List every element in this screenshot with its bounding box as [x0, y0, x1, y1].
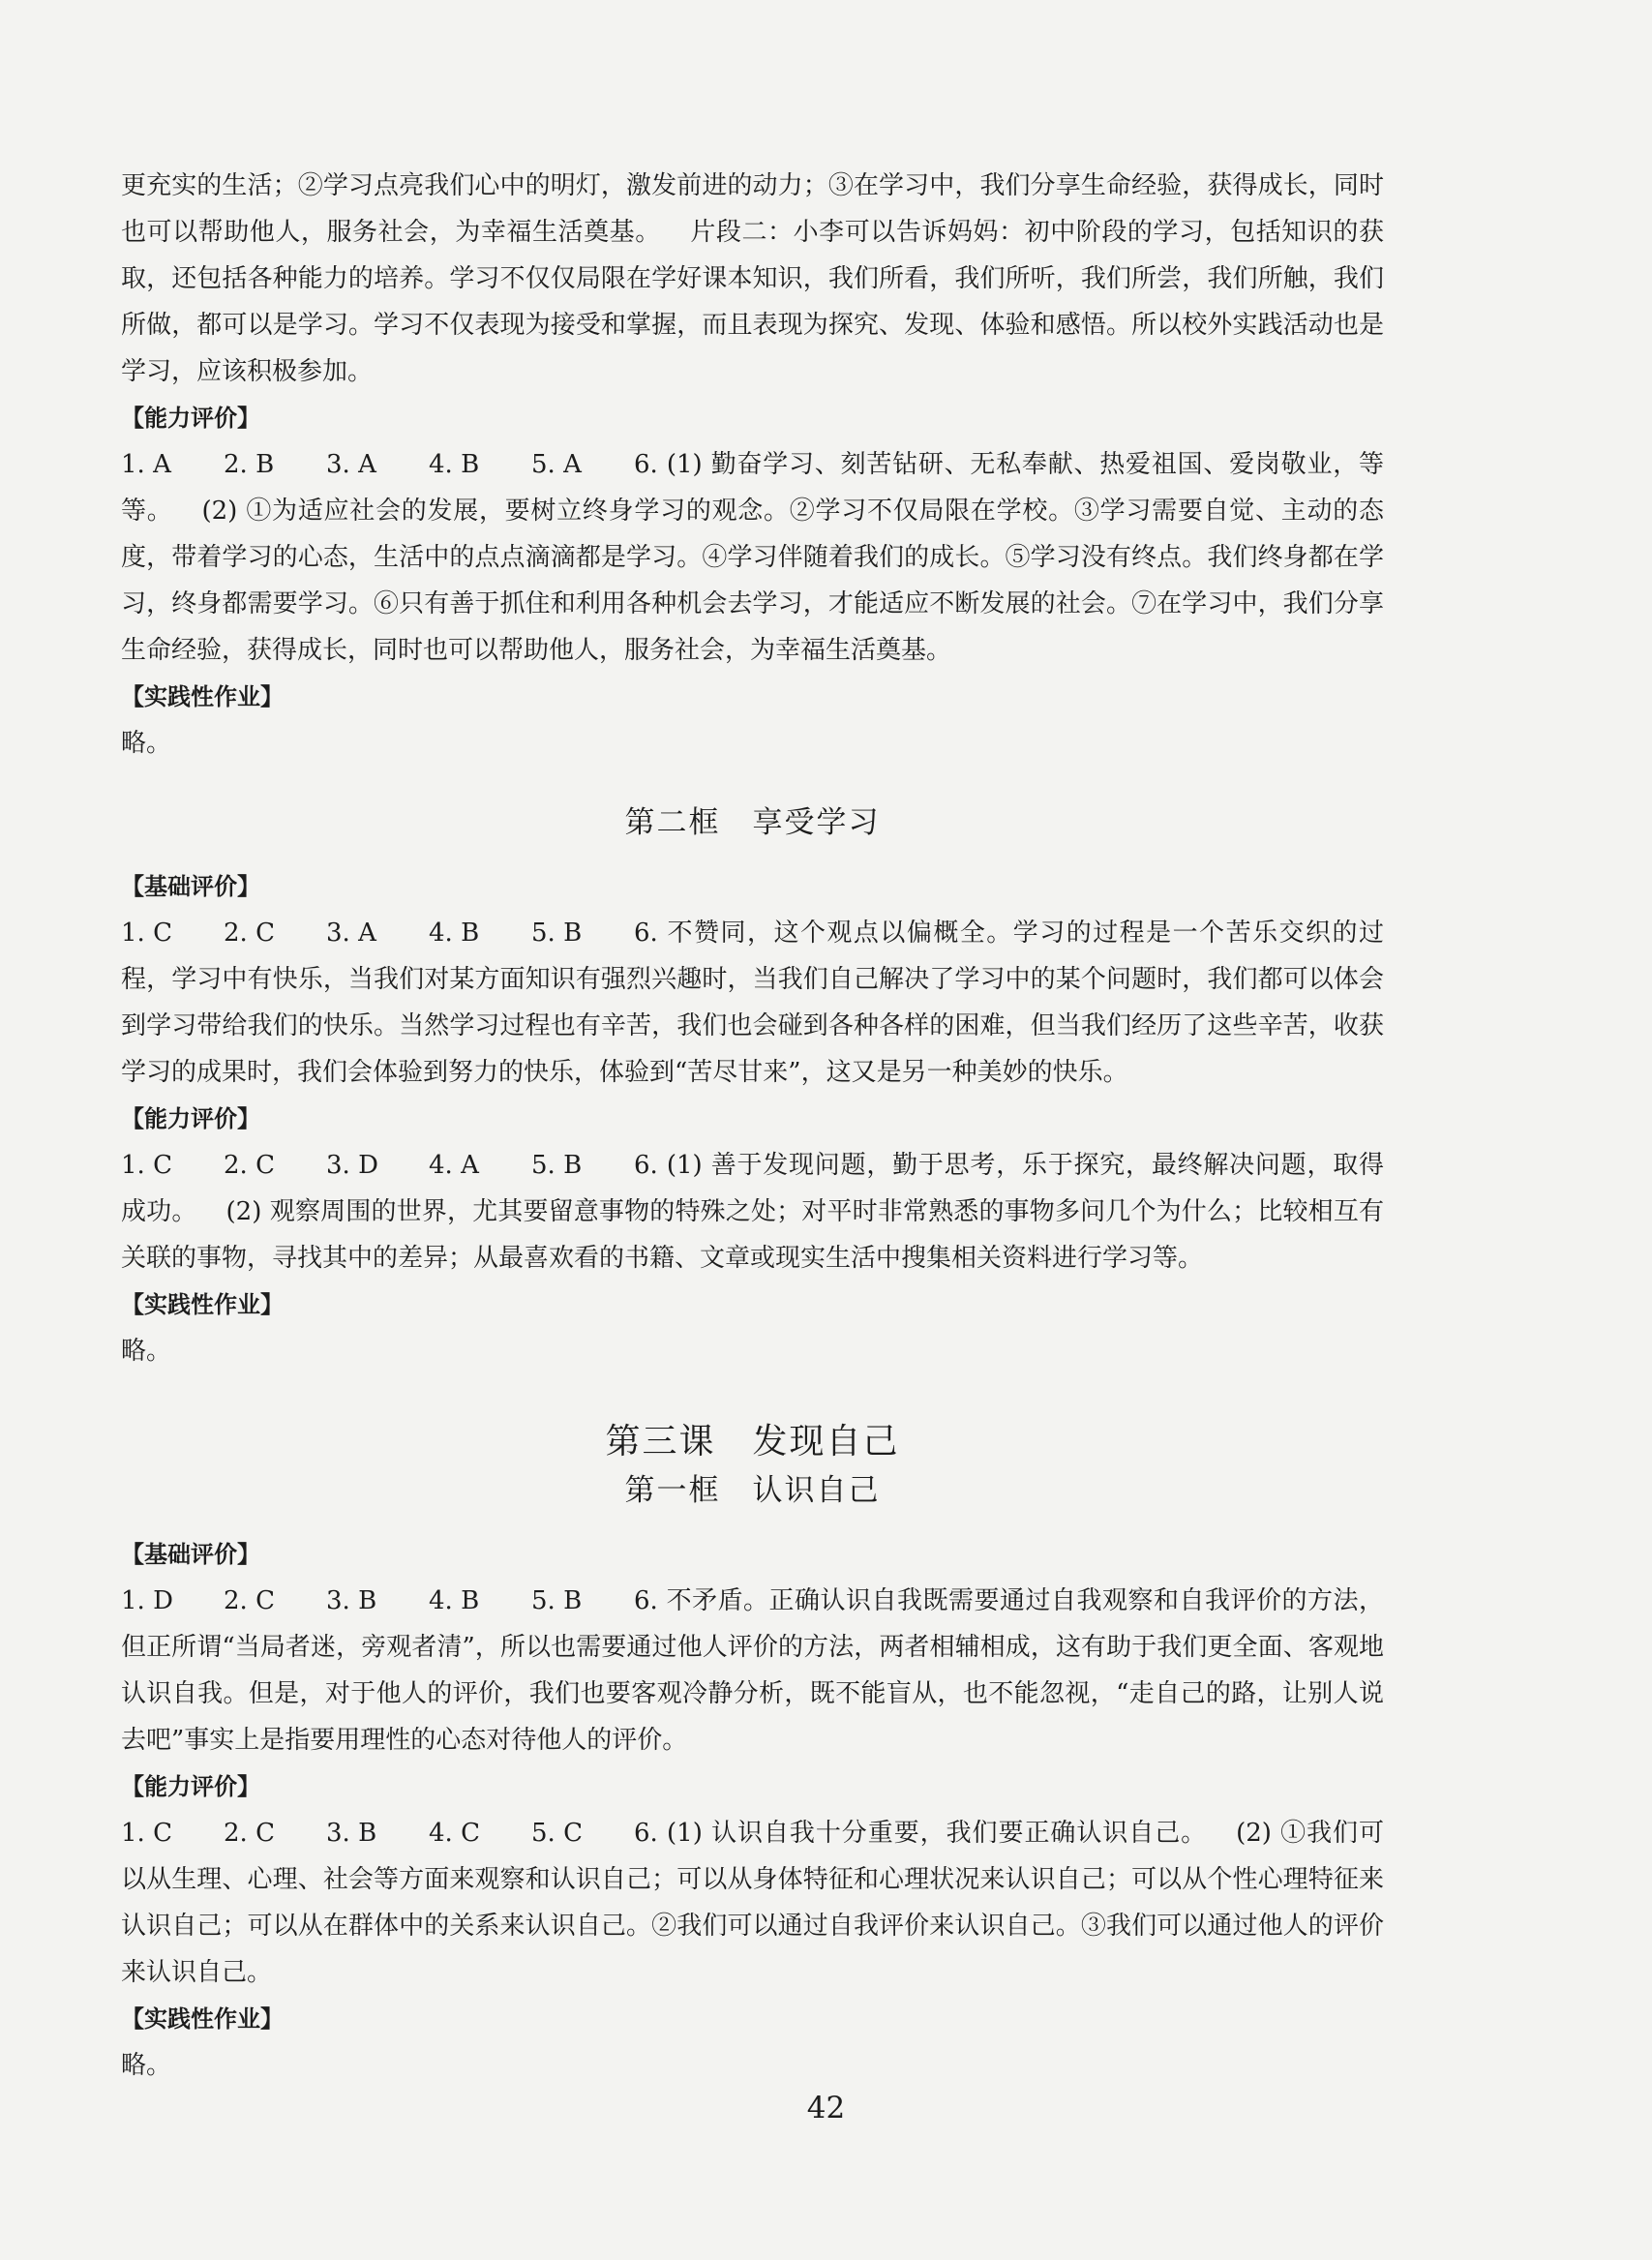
answer-item: 1. C: [121, 919, 172, 948]
s2-ability-answers: [121, 1142, 1384, 1281]
answer-q6: 6. 不矛盾。正确认识自我既需要通过自我观察和自我评价的方法，但正所谓“当局者迷，旁观者清”，所以也需要通过他人评价的方法，两者相辅相成，这有助于我们更全面、客观地认识自我。但是，对于他人的评价，我们也要客观冷静分析，既不能盲从，也不能忽视，“走自己的路，让别人说去吧”事实上是指要用理性的心态对待他人的评价。: [121, 1586, 1384, 1755]
s1-ability-label: 【能力评价】: [121, 405, 260, 432]
answer-item: 4. C: [429, 1819, 480, 1848]
answer-item: 3. B: [326, 1819, 377, 1848]
s3-basic-label: 【基础评价】: [121, 1541, 260, 1568]
lesson-title-3: 第三课 发现自己: [605, 1422, 900, 1461]
s2-basic-answers: [121, 910, 1384, 1096]
answer-item: 1. C: [121, 1151, 172, 1180]
answer-item: 2. C: [224, 1819, 275, 1848]
answer-q6: 6. (1) 善于发现问题，勤于思考，乐于探究，最终解决问题，取得成功。: [121, 1151, 1384, 1226]
answer-q6-part2: (2) 观察周围的世界，尤其要留意事物的特殊之处；对平时非常熟悉的事物多问几个为什么；比较相互有关联的事物，寻找其中的差异；从最喜欢看的书籍、文章或现实生活中搜集相关资料进行学习等。: [121, 1197, 1384, 1273]
content: [121, 163, 1384, 2089]
s2-practice-label: 【实践性作业】: [121, 1291, 284, 1318]
answer-q6-part2: (2) ①我们可以从生理、心理、社会等方面来观察和认识自己；可以从身体特征和心理状况来认识自己；可以从个性心理特征来认识自己；可以从在群体中的关系来认识自己。②我们可以通过自我评价来认识自己。③我们可以通过他人的评价来认识自己。: [121, 1819, 1384, 1987]
frame-title-3-1: 第一框 认识自己: [624, 1473, 881, 1508]
answer-item: 4. B: [429, 919, 480, 948]
answer-item: 3. A: [326, 919, 376, 948]
s3-ability-label: 【能力评价】: [121, 1773, 260, 1800]
answer-item: 2. C: [224, 1151, 275, 1180]
s3-practice-label: 【实践性作业】: [121, 2005, 284, 2033]
intro-paragraph: [121, 163, 1384, 395]
answer-item: 3. D: [326, 1151, 378, 1180]
s2-basic-label: 【基础评价】: [121, 873, 260, 900]
intro-text: 更充实的生活；②学习点亮我们心中的明灯，激发前进的动力；③在学习中，我们分享生命经验，获得成长，同时也可以帮助他人，服务社会，为幸福生活奠基。: [121, 171, 1384, 247]
page-number: 42: [806, 2091, 846, 2125]
answer-q6: 6. (1) 认识自我十分重要，我们要正确认识自己。: [634, 1819, 1208, 1848]
answer-item: 2. B: [224, 450, 275, 479]
s1-practice-label: 【实践性作业】: [121, 683, 284, 710]
answer-item: 3. A: [326, 450, 376, 479]
s2-practice-text: 略。: [121, 1337, 172, 1366]
answer-item: 1. C: [121, 1819, 172, 1848]
s3-practice-text: 略。: [121, 2051, 172, 2080]
s1-ability-answers: [121, 441, 1384, 674]
answer-item: 5. B: [531, 919, 583, 948]
answer-item: 5. B: [531, 1586, 583, 1615]
answer-item: 2. C: [224, 1586, 275, 1615]
s3-basic-answers: [121, 1578, 1384, 1763]
answer-q6: 6. (1) 勤奋学习、刻苦钻研、无私奉献、热爱祖国、爱岗敬业，等等。: [121, 450, 1384, 526]
s2-ability-label: 【能力评价】: [121, 1105, 260, 1132]
answer-item: 1. D: [121, 1586, 173, 1615]
answer-item: 4. B: [429, 1586, 480, 1615]
answer-item: 5. C: [531, 1819, 583, 1848]
answer-item: 5. B: [531, 1151, 583, 1180]
answer-item: 2. C: [224, 919, 275, 948]
answer-q6-part2: (2) ①为适应社会的发展，要树立终身学习的观念。②学习不仅局限在学校。③学习需要自觉、主动的态度，带着学习的心态，生活中的点点滴滴都是学习。④学习伴随着我们的成长。⑤学习没有终点。我们终身都在学习，终身都需要学习。⑥只有善于抓住和利用各种机会去学习，才能适应不断发展的社会。⑦在学习中，我们分享生命经验，获得成长，同时也可以帮助他人，服务社会，为幸福生活奠基。: [121, 497, 1384, 665]
s3-ability-answers: [121, 1810, 1384, 1996]
answer-q6: 6. 不赞同，这个观点以偏概全。学习的过程是一个苦乐交织的过程，学习中有快乐，当我们对某方面知识有强烈兴趣时，当我们自己解决了学习中的某个问题时，我们都可以体会到学习带给我们的快乐。当然学习过程也有辛苦，我们也会碰到各种各样的困难，但当我们经历了这些辛苦，收获学习的成果时，我们会体验到努力的快乐，体验到“苦尽甘来”，这又是另一种美妙的快乐。: [121, 919, 1384, 1087]
answer-item: 3. B: [326, 1586, 377, 1615]
answer-item: 1. A: [121, 450, 171, 479]
answer-item: 5. A: [531, 450, 582, 479]
answer-item: 4. B: [429, 450, 480, 479]
frame-title-2: 第二框 享受学习: [624, 805, 881, 840]
s1-practice-text: 略。: [121, 729, 172, 758]
answer-item: 4. A: [429, 1151, 479, 1180]
intro-text-2: 片段二：小李可以告诉妈妈：初中阶段的学习，包括知识的获取，还包括各种能力的培养。学习不仅仅局限在学好课本知识，我们所看，我们所听，我们所尝，我们所触，我们所做，都可以是学习。学习不仅表现为接受和掌握，而且表现为探究、发现、体验和感悟。所以校外实践活动也是学习，应该积极参加。: [121, 218, 1384, 386]
